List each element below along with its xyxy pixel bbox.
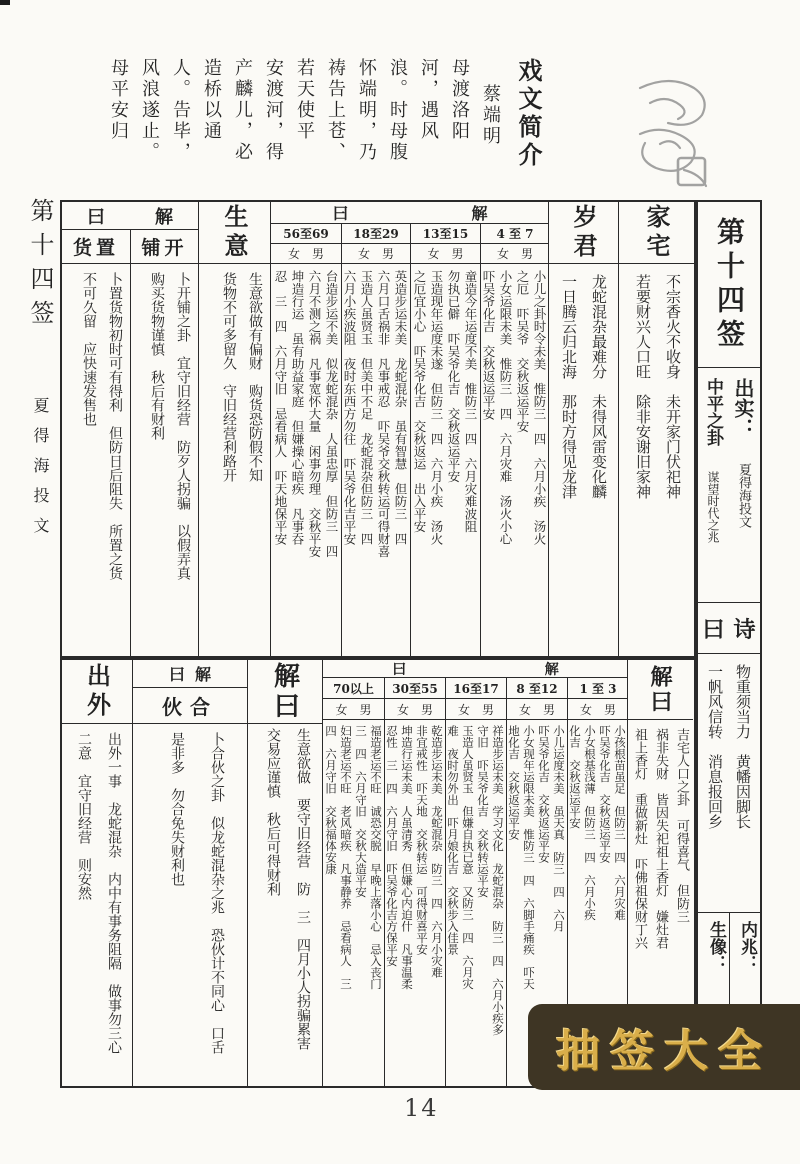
trade-column-group	[62, 202, 198, 656]
huozhi-line: 卜置货物初时可有得利 但防日后阻失 所置之货	[107, 272, 123, 580]
intro-line: 祷告上苍、	[325, 58, 346, 163]
age-column-30-55	[384, 678, 445, 1086]
age-range-label: 18至29	[342, 224, 410, 244]
age-column-4-7	[480, 224, 549, 656]
partnership-cell	[133, 724, 247, 1086]
travel-cell	[62, 724, 132, 1086]
upper-age-group	[270, 202, 548, 656]
age-range-label: 70以上	[323, 678, 384, 699]
poem-cell	[698, 654, 760, 912]
year-god-header: 岁君	[569, 203, 598, 262]
fortune-line-female: 坤造行运 虽有助益家庭 但嫌操心暗疾 凡事吞	[290, 270, 305, 545]
fortune-line-male: 六月不测之祸 凡事宽怀大量 闲事勿理 交秋平安	[307, 270, 322, 558]
fortune-line-female: 玉造现年运度未遂 但防三 四 六月小疾 汤火	[429, 270, 444, 545]
fortune-line-female: 忍 三 四 六月守旧 忌看病人 吓天地保平安	[273, 270, 288, 545]
fortune-line-female: 妇造老运不旺 老风暗疾 凡事静养 忌看病人 三	[339, 725, 353, 990]
gender-header: 女 男	[385, 699, 445, 720]
upper-age-group-header	[271, 202, 549, 224]
pukai-cell	[130, 264, 198, 656]
trade-group-header	[62, 202, 198, 230]
fortune-line-female: 化吉 交秋返运平安	[568, 725, 582, 829]
explanation-left-line: 生意欲做 要守旧经营 防 三 四月小人拐骗累害	[295, 728, 311, 1050]
age-fortune-cell	[446, 720, 506, 1086]
intro-line: 怀端明，乃	[356, 58, 377, 163]
header-yue-char: 曰	[332, 204, 349, 223]
gender-header: 女 男	[411, 244, 480, 264]
chushi-text: 夏得海投文	[736, 463, 751, 528]
age-range-label: 56至69	[271, 224, 341, 244]
gender-header: 女 男	[481, 244, 549, 264]
explanation-right-line: 祸非失财 皆因失祀祖上香灯 嫌灶君	[653, 728, 668, 949]
explanation-right-line: 吉宅人口之卦 可得喜气 但防三	[674, 728, 689, 923]
sign-title: 第十四签	[713, 216, 746, 353]
sign-title-cell	[698, 202, 760, 368]
neizhao-cell	[729, 912, 760, 1008]
fortune-line-male: 童造今年运度不美 惟防三 四 六月灾难波阻	[463, 270, 478, 533]
explanation-left-line: 交易应谨慎 秋后可得财利	[265, 728, 281, 896]
shengxiang-label: 生像：	[706, 921, 726, 972]
household-header-cell	[619, 202, 694, 264]
year-god-line: 一日腾云归北海 那时方得见龙津	[560, 274, 578, 499]
header-jie-char: 解	[195, 665, 212, 684]
intro-line: 河，遇风	[418, 58, 439, 142]
age-fortune-cell	[385, 720, 445, 1086]
header-jie-char: 解	[155, 206, 173, 228]
verdict-cell	[698, 368, 760, 602]
age-column-18-29	[341, 224, 410, 656]
fortune-line-male: 福造老运不旺 诚恐交脱 早晚上落小心 忌入丧门	[369, 725, 383, 990]
year-god-line: 龙蛇混杂最难分 未得风雷变化麟	[590, 274, 608, 499]
business-line: 货物不可多留久 守旧经营利路开	[221, 272, 237, 482]
age-range-label: 13至15	[411, 224, 480, 244]
header-yue-char: 曰	[702, 616, 725, 643]
fortune-line-male: 小孩根苗虽足 但防三 四 六月灾难	[613, 725, 627, 921]
fortune-line-female: 之厄宜小心 吓吴爷化吉 交秋返运 出入平安	[412, 270, 427, 533]
header-yue-char: 曰	[392, 661, 407, 678]
age-fortune-cell	[342, 264, 410, 656]
fortune-line-male: 吓吴爷化吉 交秋返运平安	[598, 725, 612, 863]
age-fortune-cell	[411, 264, 480, 656]
business-header-cell	[199, 202, 270, 264]
fortune-line-female: 六月小疾波阻 夜时东西方勿往 吓吴爷化吉平安	[342, 270, 357, 545]
fortune-line-female: 难 夜时勿外出 吓月娘化吉 交秋步入佳景	[446, 725, 460, 955]
age-range-label: 1 至 3	[568, 678, 628, 699]
gender-header: 女 男	[446, 699, 506, 720]
age-column-70plus	[323, 678, 384, 1086]
fortune-line-female: 玉造人虽贤玉 但嫌自执已意 又防三 四 六月灾	[461, 725, 475, 990]
age-range-label: 16至17	[446, 678, 506, 699]
year-god-column	[548, 202, 618, 656]
page-number: 14	[404, 1094, 439, 1122]
household-line: 不宗香火不收身 未开家门伏祀神	[664, 274, 682, 499]
partnership-header: 伙合	[133, 688, 247, 724]
age-column-16-17	[445, 678, 506, 1086]
business-header: 生意	[220, 203, 249, 262]
fortune-line-male: 三 四 六月守旧 交秋大造平安	[354, 725, 368, 898]
header-yue-char: 曰	[168, 665, 185, 684]
business-line: 生意欲做有偏财 购货恐防假不知	[247, 272, 263, 482]
gender-header: 女 男	[568, 699, 628, 720]
intro-line: 浪。时母腹	[387, 58, 408, 163]
intro-line: 母平安归	[108, 58, 129, 142]
age-fortune-cell	[271, 264, 341, 656]
lower-age-group-header	[323, 660, 628, 678]
intro-line: 产麟儿，必	[232, 58, 253, 163]
fortune-line-male: 小儿运度未美 虽天真 防三 四 六月	[552, 725, 566, 932]
huozhi-cell	[62, 264, 130, 656]
explanation-right-line: 祖上香灯 重做新灶 吓佛祖保财丁兴	[632, 728, 647, 949]
partnership-group-header	[133, 660, 247, 688]
huozhi-line: 不可久留 应快速发售也	[81, 272, 97, 426]
subheader-pukai: 铺开	[130, 230, 198, 264]
partnership-column	[132, 660, 247, 1086]
header-jie-char: 解	[471, 204, 488, 223]
intro-title: 戏文简介	[514, 58, 543, 170]
fortune-line-female: 小女根基浅薄 但防三 四 六月小疾	[583, 725, 597, 921]
poem-line: 物重须当力 黄幡因脚长	[734, 664, 752, 829]
fortune-line-male: 吓吴爷化吉 交秋返运平安	[537, 725, 551, 863]
intro-line: 母渡洛阳	[449, 58, 470, 142]
year-god-header-cell	[549, 202, 618, 264]
gender-header: 女 男	[323, 699, 384, 720]
fortune-line-female: 吓吴爷化吉 交秋返运平安	[481, 270, 496, 420]
fortune-line-female: 四 六月守旧 交秋福体安康	[324, 725, 338, 875]
explanation-right-header-cell	[628, 660, 693, 720]
business-column	[198, 202, 270, 656]
age-range-label: 4 至 7	[481, 224, 549, 244]
fortune-line-male: 乾造步运未美 龙蛇混杂 防三 四 六月小灾难	[430, 725, 444, 978]
ink-stamp-graphic	[618, 72, 722, 194]
household-header: 家宅	[642, 203, 671, 262]
upper-table	[60, 200, 696, 658]
explanation-left-cell	[248, 724, 322, 1086]
poem-header	[698, 602, 760, 654]
fortune-line-female: 地化吉 交秋返运平安	[507, 725, 521, 840]
fortune-line-female: 小女现年运限未美 惟防三 四 六脚手痛疾 吓天	[522, 725, 536, 990]
margin-sign-label	[22, 198, 58, 818]
explanation-left-header-cell	[248, 660, 322, 724]
watermark-text: 抽签大全	[556, 1026, 772, 1077]
opera-intro	[72, 58, 550, 200]
travel-header: 出外	[82, 662, 112, 721]
scan-artifact	[0, 0, 8, 4]
age-range-label: 8 至12	[507, 678, 567, 699]
household-column	[618, 202, 694, 656]
year-god-cell	[549, 264, 618, 656]
chushi-label: 出实：	[731, 378, 755, 438]
margin-sign-number: 第十四签	[26, 198, 54, 334]
poem-line: 一帆风信转 消息报回乡	[706, 664, 724, 829]
gender-header: 女 男	[507, 699, 567, 720]
fortune-line-male: 勿执已僻 吓吴爷化吉 交秋返运平安	[446, 270, 461, 483]
intro-line: 造桥以通	[201, 58, 222, 142]
sign-sidebar	[696, 200, 762, 1010]
fortune-line-male: 祥造步运未美 学习文化 龙蛇混杂 防三 四 六月小疾多	[491, 725, 505, 1036]
age-fortune-cell	[323, 720, 384, 1086]
gua-text: 谋望时代之兆	[706, 471, 720, 543]
fortune-line-male: 守旧 吓吴爷化吉 交秋转运平安	[476, 725, 490, 898]
fortune-line-male: 非宜戒性 吓天地 交秋转运 可得财喜平安	[415, 725, 429, 955]
pukai-line: 购买货物谨慎 秋后有财利	[149, 272, 165, 440]
business-cell	[199, 264, 270, 656]
household-line: 若要财兴人口旺 除非安谢旧家神	[634, 274, 652, 499]
intro-line: 蔡端明	[480, 84, 501, 147]
age-range-label: 30至55	[385, 678, 445, 699]
pukai-line: 卜开铺之卦 宜守旧经营 防歹人拐骗 以假弄真	[175, 272, 191, 580]
header-shi-char: 诗	[733, 616, 756, 643]
travel-line: 出外一事 龙蛇混杂 内中有事务阻隔 做事勿三心	[106, 732, 122, 1054]
explanation-left-column	[247, 660, 322, 1086]
gender-header: 女 男	[271, 244, 341, 264]
intro-line: 若天使平	[294, 58, 315, 142]
gua-label: 中平之卦	[703, 378, 723, 446]
fortune-line-male: 六月口舌祸非 凡事戒忍 吓吴爷交秋转运可得财喜	[376, 270, 391, 558]
neizhao-label: 内兆：	[737, 921, 757, 972]
age-column-56-69	[271, 224, 341, 656]
travel-line: 二意 宜守旧经营 则安然	[76, 732, 92, 900]
partnership-line: 是非多 勿合免失财利也	[169, 732, 185, 886]
travel-column	[62, 660, 132, 1086]
watermark-banner	[528, 1004, 800, 1090]
fortune-line-male: 之厄 吓吴爷 交秋返运平安	[515, 270, 530, 433]
fortune-line-male: 小儿之卦时令未美 惟防三 四 六月小疾 汤火	[532, 270, 547, 545]
header-yue-char: 曰	[87, 206, 105, 228]
age-column-13-15	[410, 224, 480, 656]
fortune-line-male: 台造步运不美 似龙蛇混杂 人虽忠厚 但防三 四	[324, 270, 339, 558]
margin-sign-subtitle: 夏得海投文	[31, 397, 50, 547]
subheader-huozhi: 货置	[62, 230, 130, 264]
gender-header: 女 男	[342, 244, 410, 264]
intro-line: 人。告毕，	[170, 58, 191, 163]
intro-line: 风浪遂止。	[139, 58, 160, 163]
fortune-line-female: 小女运限未美 惟防三 四 六月灾难 汤火小心	[498, 270, 513, 545]
partnership-line: 卜合伙之卦 似龙蛇混杂之兆 恐伙计不同心 口舌	[209, 732, 225, 1054]
fortune-line-male: 英造步运未美 龙蛇混杂 虽有智慧 但防三 四	[393, 270, 408, 545]
header-jie-char: 解	[544, 661, 559, 678]
fortune-line-female: 玉造人虽贤玉 但美中不足 龙蛇混杂但防三 四	[359, 270, 374, 545]
intro-line: 安渡河，得	[263, 58, 284, 163]
fortune-line-female: 坤造行运未美 人虽清秀 但嫌心内迫什 凡事温柔	[400, 725, 414, 990]
age-fortune-cell	[481, 264, 549, 656]
shengxiang-cell	[698, 912, 729, 1008]
household-cell	[619, 264, 694, 656]
explanation-left-header: 解曰	[269, 661, 300, 722]
fortune-line-female: 忍性 三 四 六月守旧 吓吴爷化吉方保平安	[385, 725, 399, 967]
explanation-right-header: 解曰	[647, 664, 673, 715]
travel-header-cell	[62, 660, 132, 724]
